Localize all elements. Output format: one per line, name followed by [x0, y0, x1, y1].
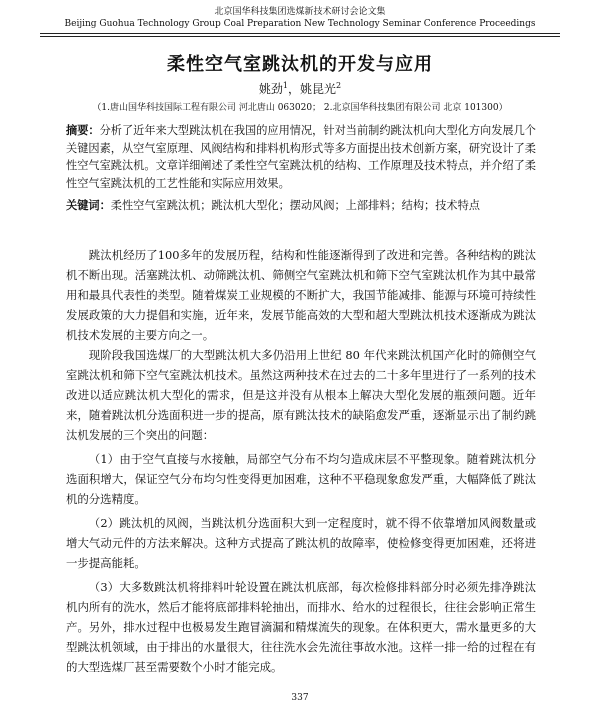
- author-2: 姚昆光: [300, 82, 337, 96]
- paragraph: 现阶段我国选煤厂的大型跳汰机大多仍沿用上世纪 80 年代来跳汰机国产化时的筛侧空气室跳汰机和筛下空气室跳汰机技术。虽然这两种技术在过去的二十多年里进行了一系列的技术改进以适应跳汰机大型化的需求，但是这并没有从根本上解决大型化发展的瓶颈问题。近年来，随着跳汰机分选面积进一步的提高，原有跳汰技术的缺陷愈发严重，逐渐显示出了制约跳汰机发展的三个突出的问题：: [66, 348, 536, 442]
- abstract-label: 摘要：: [66, 123, 100, 137]
- abstract: [66, 122, 536, 192]
- paper-title: 柔性空气室跳汰机的开发与应用: [167, 54, 433, 75]
- header-rule: [40, 33, 560, 37]
- author-2-affil-mark: 2: [336, 81, 342, 90]
- author-1: 姚劲: [258, 82, 283, 96]
- abstract-text: 分析了近年来大型跳汰机在我国的应用情况，针对当前制约跳汰机向大型化方向发展几个关键因素，从空气室原理、风阀结构和排料机构形式等多方面提出技术创新方案，研究设计了柔性空气室跳汰机。文章详细阐述了柔性空气室跳汰机的结构、工作原理及技术特点，并介绍了柔性空气室跳汰机的工艺性能和实际应用效果。: [66, 124, 536, 190]
- author-separator: ，: [287, 82, 300, 96]
- header-line-en: Beijing Guohua Technology Group Coal Preparation New Technology Seminar Conference Proceedings: [64, 19, 536, 29]
- paragraph: （1）由于空气直接与水接触，局部空气分布不均匀造成床层不平整现象。随着跳汰机分选面积增大，保证空气分布均匀性变得更加困难，这种不平稳现象愈发严重，大幅降低了跳汰机的分选精度。: [66, 452, 536, 506]
- affiliation: （1.唐山国华科技国际工程有限公司 河北唐山 063020； 2.北京国华科技集团有限公司 北京 101300）: [92, 103, 508, 113]
- keywords-text: 柔性空气室跳汰机；跳汰机大型化；摆动风阀；上部排料；结构；技术特点: [110, 199, 480, 212]
- paragraph: （2）跳汰机的风阀，当跳汰机分选面积大到一定程度时，就不得不依靠增加风阀数量或增大气动元件的方法来解决。这种方式提高了跳汰机的故障率，使检修变得更加困难，还将进一步提高能耗。: [66, 516, 536, 570]
- keywords-label: 关键词：: [66, 198, 111, 212]
- body-text: [66, 245, 536, 677]
- header-line-cn: 北京国华科技集团选煤新技术研讨会论文集: [214, 7, 386, 17]
- paragraph: 跳汰机经历了100多年的发展历程，结构和性能逐渐得到了改进和完善。各种结构的跳汰机不断出现。活塞跳汰机、动筛跳汰机、筛侧空气室跳汰机和筛下空气室跳汰机作为其中最常用和最具代表性的类型。随着煤炭工业规模的不断扩大，我国节能减排、能源与环境可持续性发展政策的大力提倡和实施，近年来，发展节能高效的大型和超大型跳汰机技术逐渐成为跳汰机技术发展的主要方向之一。: [66, 248, 536, 342]
- paragraph: （3）大多数跳汰机将排料叶轮设置在跳汰机底部，每次检修排料部分时必须先排净跳汰机内所有的洗水，然后才能将底部排料轮抽出，而排水、给水的过程很长，往往会影响正常生产。另外，排水过程中也极易发生跑冒滴漏和精煤流失的现象。在体积更大，需水量更多的大型跳汰机领域，由于排出的水量很大，往往洗水会先流往事故水池。这样一排一给的过程在有的大型选煤厂甚至需要数个小时才能完成。: [66, 580, 536, 674]
- keywords: [66, 197, 536, 215]
- running-header: [40, 6, 560, 30]
- page-number: 337: [291, 693, 309, 703]
- authors: [0, 80, 600, 97]
- author-1-affil-mark: 1: [282, 81, 288, 90]
